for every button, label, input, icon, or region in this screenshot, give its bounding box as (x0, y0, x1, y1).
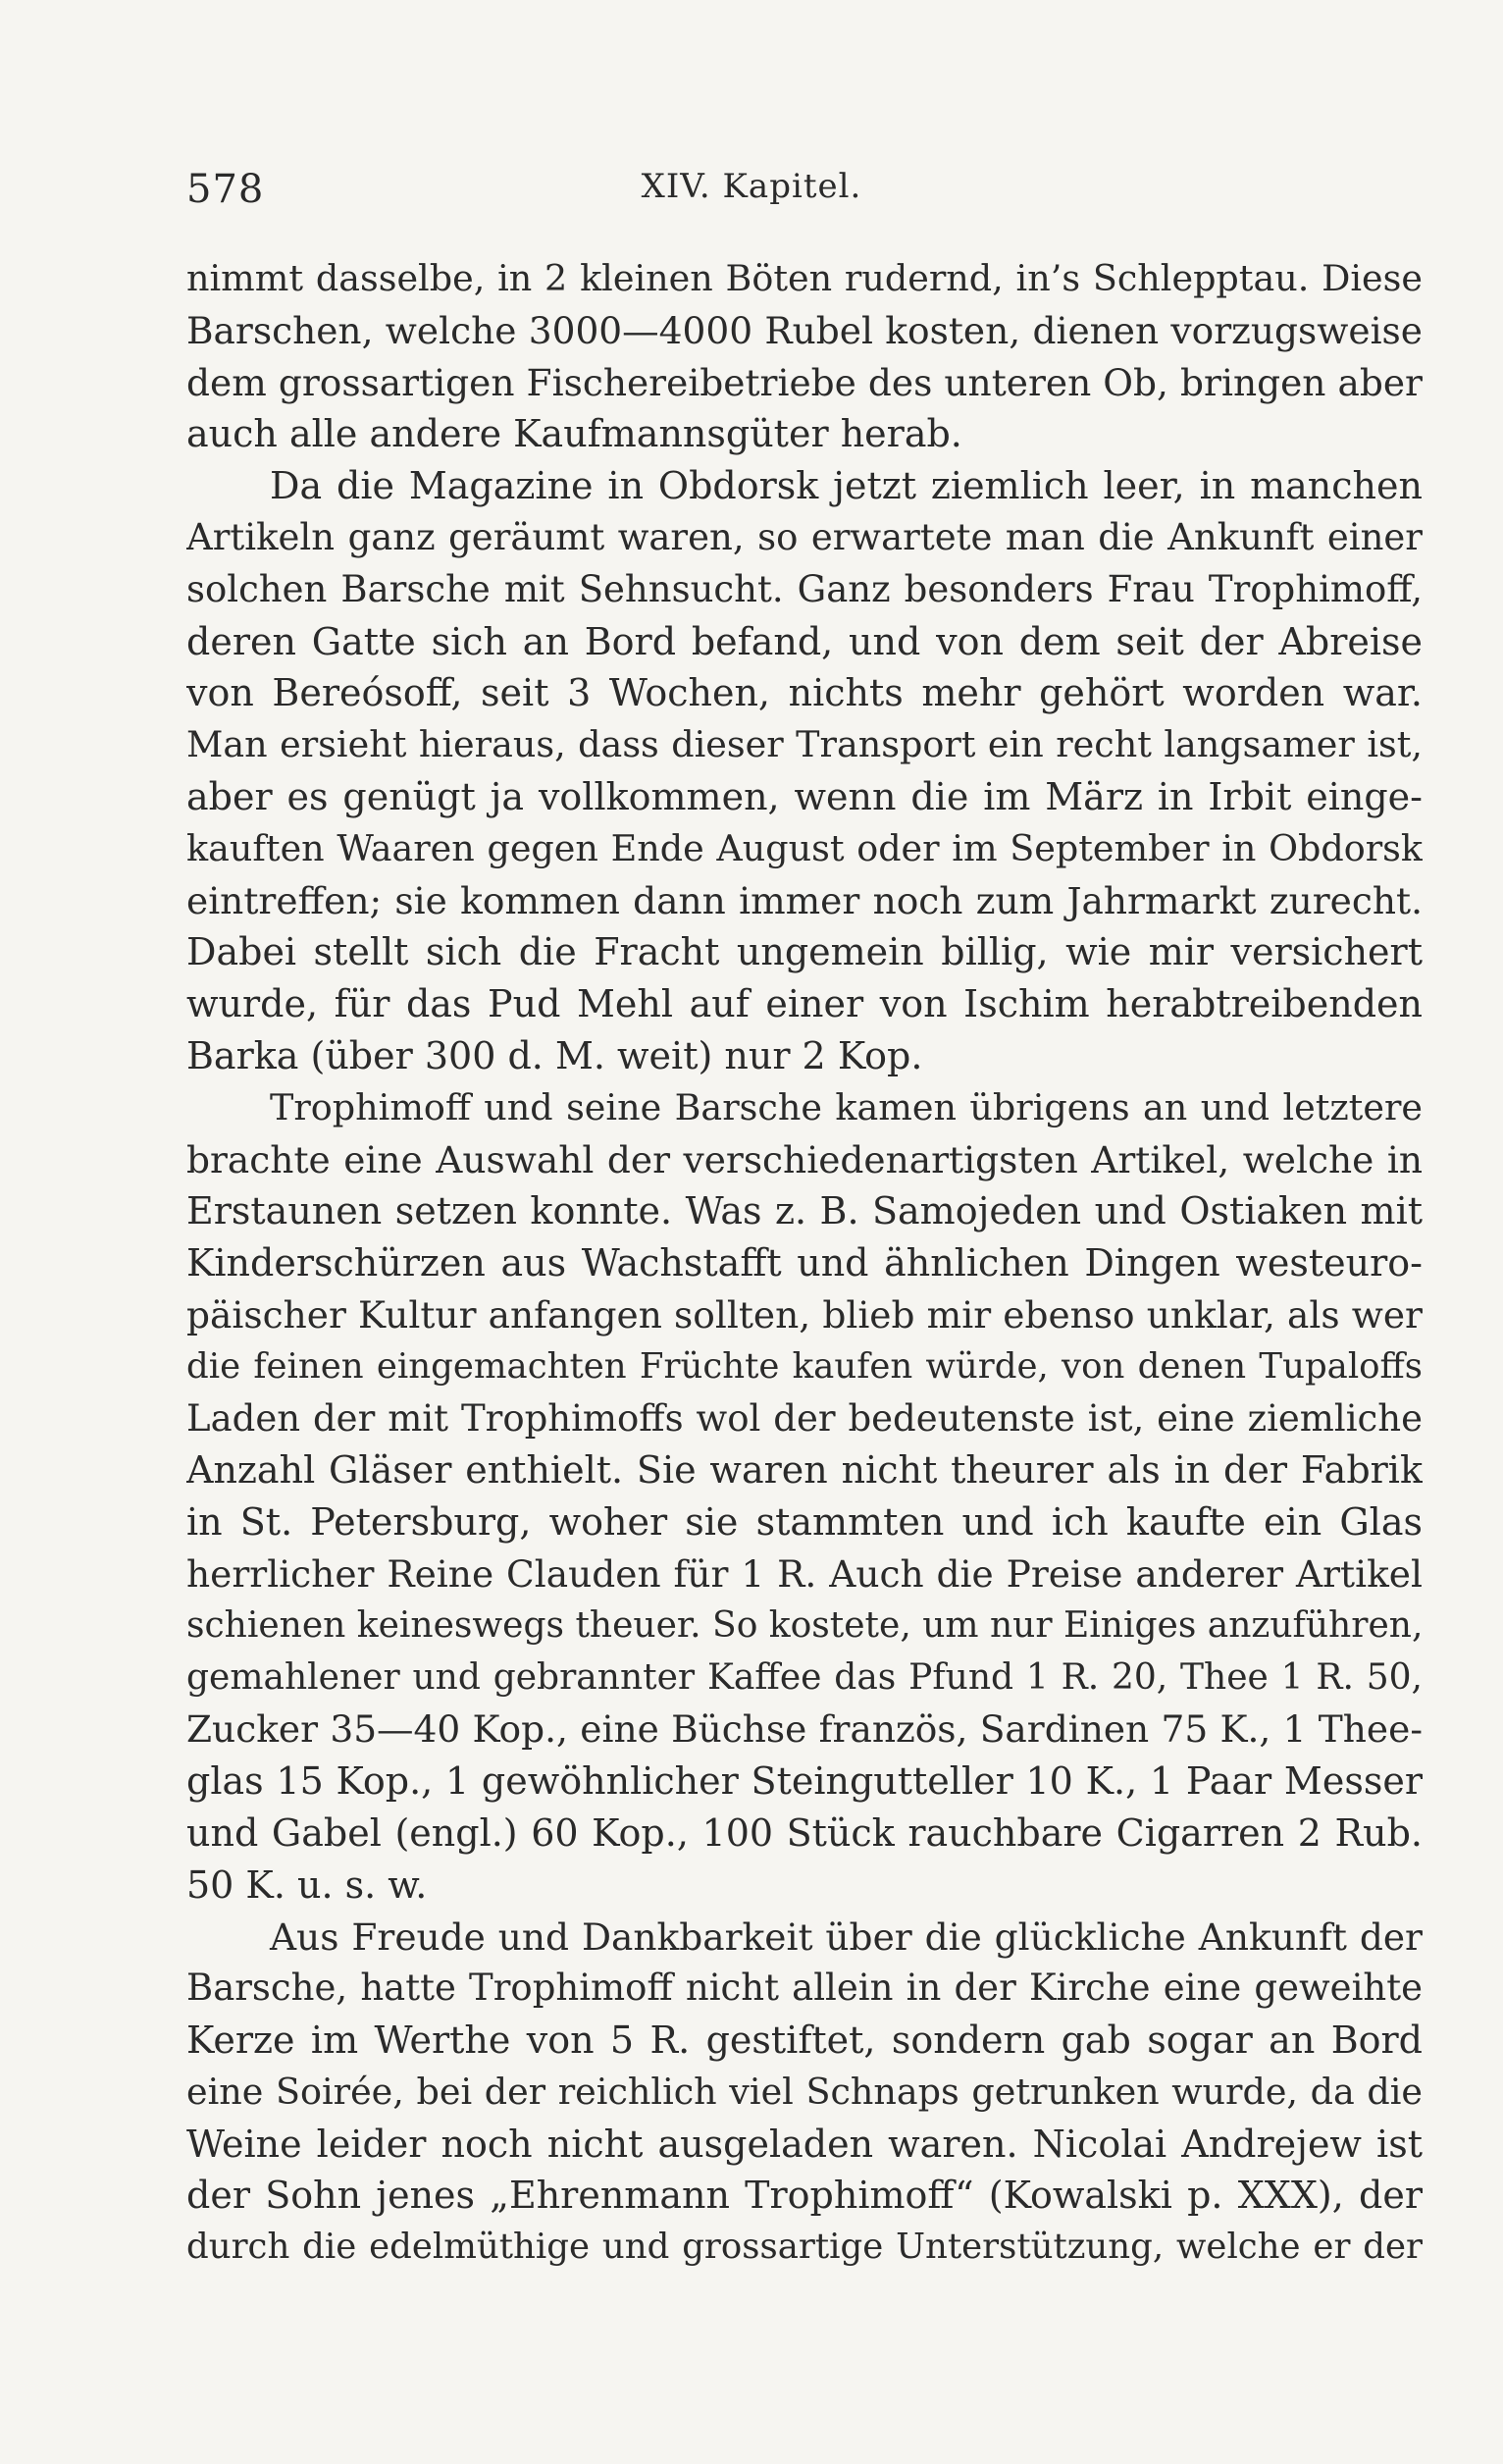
text-line: in St. Petersburg, woher sie stammten und ich kaufte ein Glas (186, 1500, 1423, 1545)
text-line: eine Soirée, bei der reichlich viel Schnaps getrunken wurde, da die (186, 2070, 1423, 2113)
text-line: brachte eine Auswahl der verschiedenartigsten Artikel, welche in (186, 1137, 1423, 1181)
text-line: der Sohn jenes „Ehrenmann Trophimoff“ (Kowalski p. XXX), der (186, 2174, 1423, 2218)
text-line: und Gabel (engl.) 60 Kop., 100 Stück rauchbare Cigarren 2 Rub. (186, 1810, 1423, 1855)
text-line: Barka (über 300 d. M. weit) nur 2 Kop. (186, 1033, 923, 1077)
text-line: Da die Magazine in Obdorsk jetzt ziemlich leer, in manchen (270, 464, 1423, 508)
text-line: die feinen eingemachten Früchte kaufen würde, von denen Tupaloffs (186, 1345, 1423, 1387)
text-line: Weine leider noch nicht ausgeladen waren. Nicolai Andrejew ist (186, 2122, 1423, 2166)
text-line: Man ersieht hieraus, dass dieser Transport ein recht langsamer ist, (186, 723, 1423, 766)
text-line: Erstaunen setzen konnte. Was z. B. Samojeden und Ostiaken mit (186, 1189, 1423, 1233)
text-line: deren Gatte sich an Bord befand, und von dem seit der Abreise (186, 619, 1423, 663)
text-line: auch alle andere Kaufmannsgüter herab. (186, 412, 962, 456)
text-line: Dabei stellt sich die Fracht ungemein billig, wie mir versichert (186, 930, 1423, 974)
text-line: schienen keineswegs theuer. So kostete, um nur Einiges anzuführen, (186, 1604, 1423, 1646)
text-line: Zucker 35—40 Kop., eine Büchse französ, Sardinen 75 K., 1 Thee- (186, 1707, 1423, 1752)
text-line: durch die edelmüthige und grossartige Unterstützung, welche er der (186, 2227, 1423, 2268)
text-line: päischer Kultur anfangen sollten, blieb mir ebenso unklar, als wer (186, 1292, 1423, 1337)
text-line: von Bereósoff, seit 3 Wochen, nichts mehr gehört worden war. (186, 671, 1423, 715)
text-line: Kerze im Werthe von 5 R. gestiftet, sondern gab sogar an Bord (186, 2018, 1423, 2063)
text-line: Anzahl Gläser enthielt. Sie waren nicht theurer als in der Fabrik (186, 1448, 1423, 1493)
text-line: nimmt dasselbe, in 2 kleinen Böten rudernd, in’s Schlepptau. Diese (186, 257, 1423, 299)
text-line: Barschen, welche 3000—4000 Rubel kosten, dienen vorzugsweise (186, 308, 1423, 352)
text-line: Laden der mit Trophimoffs wol der bedeutenste ist, eine ziemliche (186, 1396, 1423, 1440)
text-line: solchen Barsche mit Sehnsucht. Ganz besonders Frau Trophimoff, (186, 567, 1423, 610)
text-line: Trophimoff und seine Barsche kamen übrigens an und letztere (270, 1085, 1423, 1128)
text-line: kauften Waaren gegen Ende August oder im September in Obdorsk (186, 826, 1423, 869)
text-line: herrlicher Reine Clauden für 1 R. Auch die Preise anderer Artikel (186, 1551, 1423, 1596)
text-line: Aus Freude und Dankbarkeit über die glückliche Ankunft der (270, 1914, 1423, 1959)
text-line: glas 15 Kop., 1 gewöhnlicher Steingutteller 10 K., 1 Paar Messer (186, 1759, 1423, 1804)
text-line: 50 K. u. s. w. (186, 1862, 428, 1907)
text-line: eintreffen; sie kommen dann immer noch zum Jahrmarkt zurecht. (186, 878, 1423, 922)
text-line: wurde, für das Pud Mehl auf einer von Ischim herabtreibenden (186, 982, 1423, 1026)
text-line: Artikeln ganz geräumt waren, so erwartete man die Ankunft einer (186, 515, 1423, 558)
text-line: gemahlener und gebrannter Kaffee das Pfund 1 R. 20, Thee 1 R. 50, (186, 1656, 1423, 1698)
text-line: Kinderschürzen aus Wachstafft und ähnlichen Dingen westeuro- (186, 1241, 1423, 1285)
text-line: dem grossartigen Fischereibetriebe des unteren Ob, bringen aber (186, 360, 1423, 404)
text-line: Barsche, hatte Trophimoff nicht allein in der Kirche eine geweihte (186, 1966, 1423, 2010)
text-line: aber es genügt ja vollkommen, wenn die im März in Irbit einge- (186, 774, 1423, 818)
body-text (186, 253, 1423, 2274)
page-number: 578 (186, 167, 265, 212)
running-head: XIV. Kapitel. (641, 167, 862, 206)
